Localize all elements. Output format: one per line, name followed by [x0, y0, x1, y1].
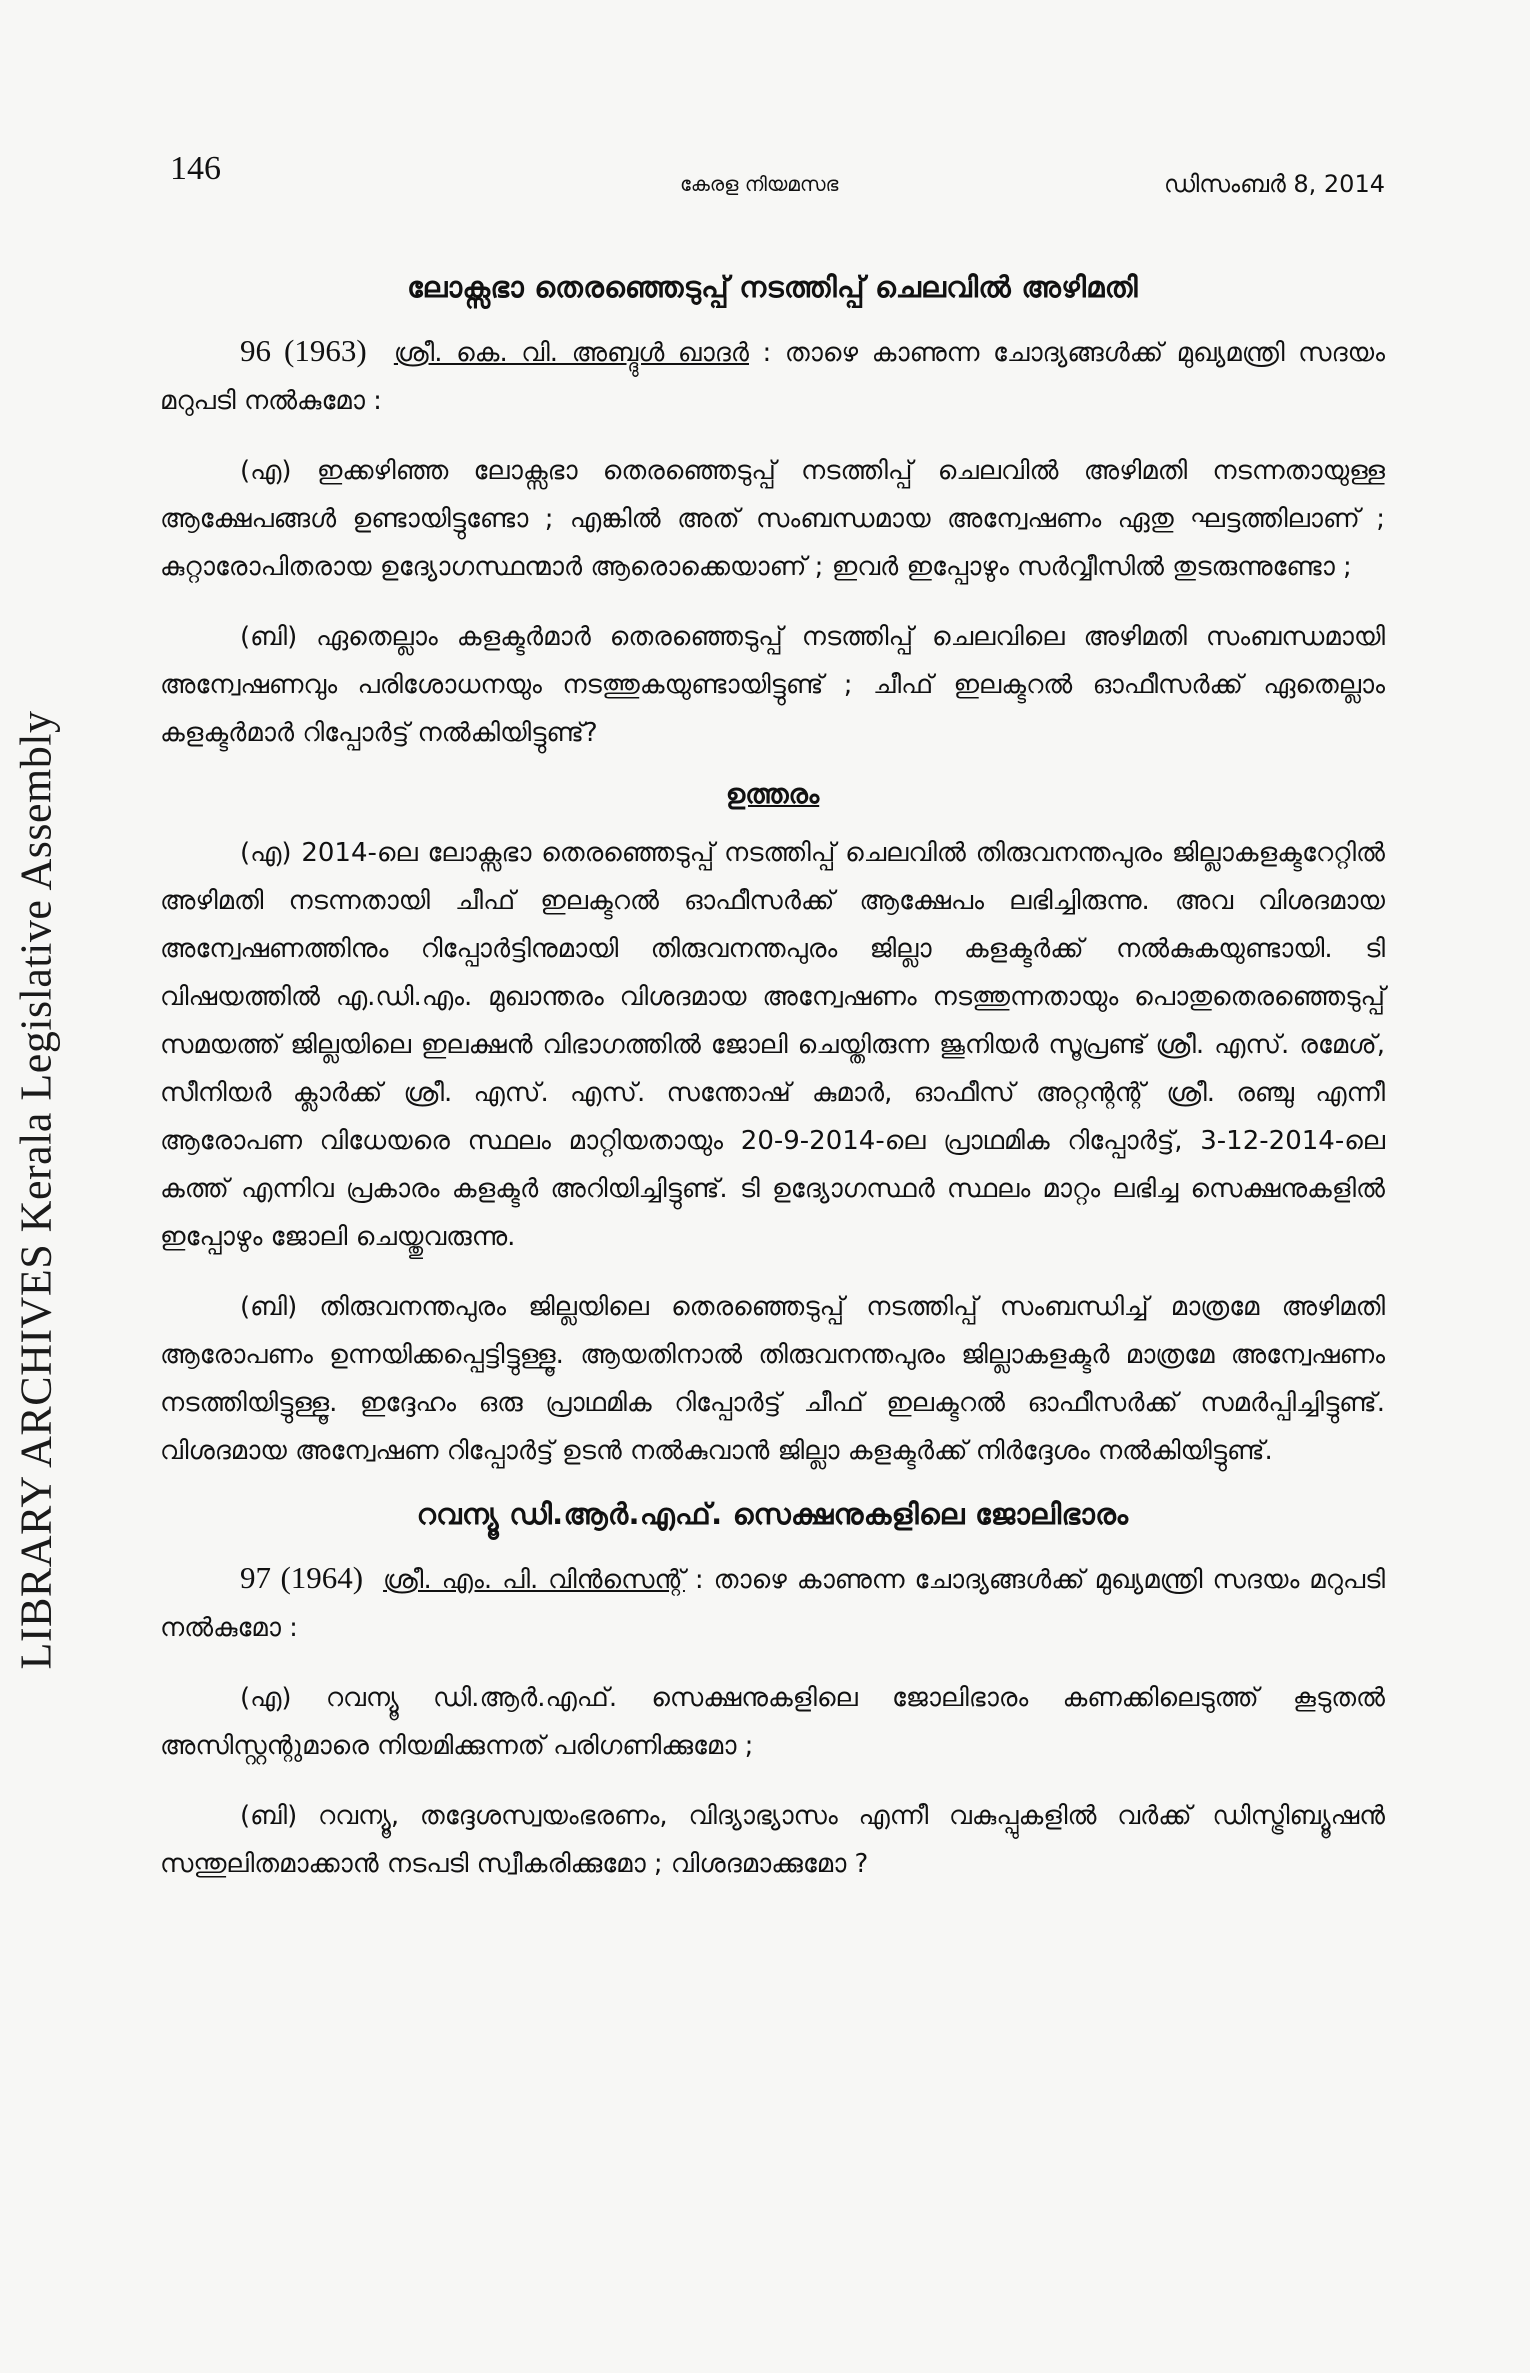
page-number: 146: [170, 150, 221, 187]
answer-heading: ഉത്തരം: [725, 779, 820, 810]
question-97: [160, 1497, 1385, 1888]
library-archives-stamp: [6, 640, 66, 1740]
question-title: ലോക്സഭാ തെരഞ്ഞെടുപ്പ് നടത്തിപ്പ് ചെലവിൽ അഴിമതി: [407, 270, 1138, 304]
member-name: ശ്രീ. കെ. വി. അബ്ദുൾ ഖാദർ: [393, 338, 749, 368]
intro-text: : താഴെ കാണുന്ന ചോദ്യങ്ങൾക്ക് മുഖ്യമന്ത്രി സദയം മറുപടി നൽകുമോ :: [160, 1565, 1385, 1643]
question-part-a: (എ) ഇക്കഴിഞ്ഞ ലോക്സഭാ തെരഞ്ഞെടുപ്പ് നടത്തിപ്പ് ചെലവിൽ അഴിമതി നടന്നതായുള്ള ആക്ഷേപങ്ങൾ ഉണ്ടായിട്ടുണ്ടോ ; എങ്കിൽ അത് സംബന്ധമായ അന്വേഷണം ഏതു ഘട്ടത്തിലാണ് ; കുറ്റാരോപിതരായ ഉദ്യോഗസ്ഥന്മാർ ആരൊക്കെയാണ് ; ഇവർ ഇപ്പോഴും സർവ്വീസിൽ തുടരുന്നുണ്ടോ ;: [160, 456, 1385, 582]
page-header: [170, 150, 1385, 210]
question-number: 97 (1964): [240, 1560, 364, 1595]
session-date: ഡിസംബർ 8, 2014: [1164, 170, 1385, 198]
question-96: [160, 270, 1385, 1475]
question-intro: [160, 327, 1385, 425]
question-intro: [160, 1554, 1385, 1652]
question-number: 96 (1963): [240, 333, 367, 368]
answer-part-b: (ബി) തിരുവനന്തപുരം ജില്ലയിലെ തെരഞ്ഞെടുപ്പ് നടത്തിപ്പ് സംബന്ധിച്ച് മാത്രമേ അഴിമതി ആരോപണം ഉന്നയിക്കപ്പെട്ടിട്ടുള്ളൂ. ആയതിനാൽ തിരുവനന്തപുരം ജില്ലാകളക്ടർ മാത്രമേ അന്വേഷണം നടത്തിയിട്ടുള്ളൂ. ഇദ്ദേഹം ഒരു പ്രാഥമിക റിപ്പോർട്ട് ചീഫ് ഇലക്ടറൽ ഓഫീസർക്ക് സമർപ്പിച്ചിട്ടുണ്ട്. വിശദമായ അന്വേഷണ റിപ്പോർട്ട് ഉടൻ നൽകുവാൻ ജില്ലാ കളക്ടർക്ക് നിർദ്ദേശം നൽകിയിട്ടുണ്ട്.: [160, 1292, 1385, 1466]
page-content: [160, 270, 1385, 1910]
question-part-a: (എ) റവന്യൂ ഡി.ആർ.എഫ്. സെക്ഷനുകളിലെ ജോലിഭാരം കണക്കിലെടുത്ത് കൂടുതൽ അസിസ്റ്റന്റുമാരെ നിയമിക്കുന്നത് പരിഗണിക്കുമോ ;: [160, 1683, 1385, 1761]
assembly-name: കേരള നിയമസഭ: [680, 172, 839, 196]
question-part-b: (ബി) ഏതെല്ലാം കളക്ടർമാർ തെരഞ്ഞെടുപ്പ് നടത്തിപ്പ് ചെലവിലെ അഴിമതി സംബന്ധമായി അന്വേഷണവും പരിശോധനയും നടത്തുകയുണ്ടായിട്ടുണ്ട് ; ചീഫ് ഇലക്ടറൽ ഓഫീസർക്ക് ഏതെല്ലാം കളക്ടർമാർ റിപ്പോർട്ട് നൽകിയിട്ടുണ്ട്?: [160, 622, 1385, 748]
member-name: ശ്രീ. എം. പി. വിൻസെന്റ്: [383, 1565, 685, 1595]
question-title: റവന്യൂ ഡി.ആർ.എഫ്. സെക്ഷനുകളിലെ ജോലിഭാരം: [416, 1497, 1129, 1531]
answer-part-a: (എ) 2014-ലെ ലോക്സഭാ തെരഞ്ഞെടുപ്പ് നടത്തിപ്പ് ചെലവിൽ തിരുവനന്തപുരം ജില്ലാകളക്ടറേറ്റിൽ അഴിമതി നടന്നതായി ചീഫ് ഇലക്ടറൽ ഓഫീസർക്ക് ആക്ഷേപം ലഭിച്ചിരുന്നു. അവ വിശദമായ അന്വേഷണത്തിനും റിപ്പോർട്ടിനുമായി തിരുവനന്തപുരം ജില്ലാ കളക്ടർക്ക് നൽകുകയുണ്ടായി. ടി വിഷയത്തിൽ എ.ഡി.എം. മുഖാന്തരം വിശദമായ അന്വേഷണം നടത്തുന്നതായും പൊതുതെരഞ്ഞെടുപ്പ് സമയത്ത് ജില്ലയിലെ ഇലക്ഷൻ വിഭാഗത്തിൽ ജോലി ചെയ്തിരുന്ന ജൂനിയർ സൂപ്രണ്ട് ശ്രീ. എസ്. രമേശ്, സീനിയർ ക്ലാർക്ക് ശ്രീ. എസ്. എസ്. സന്തോഷ് കുമാർ, ഓഫീസ് അറ്റന്റന്റ് ശ്രീ. രഞ്ചു എന്നീ ആരോപണ വിധേയരെ സ്ഥലം മാറ്റിയതായും 20-9-2014-ലെ പ്രാഥമിക റിപ്പോർട്ട്, 3-12-2014-ലെ കത്ത് എന്നിവ പ്രകാരം കളക്ടർ അറിയിച്ചിട്ടുണ്ട്. ടി ഉദ്യോഗസ്ഥർ സ്ഥലം മാറ്റം ലഭിച്ച സെക്ഷനുകളിൽ ഇപ്പോഴും ജോലി ചെയ്തുവരുന്നു.: [160, 838, 1385, 1252]
stamp-text: LIBRARY ARCHIVES Kerala Legislative Assembly: [11, 710, 61, 1670]
question-part-b: (ബി) റവന്യൂ, തദ്ദേശസ്വയംഭരണം, വിദ്യാഭ്യാസം എന്നീ വകുപ്പുകളിൽ വർക്ക് ഡിസ്ട്രിബ്യൂഷൻ സന്തുലിതമാക്കാൻ നടപടി സ്വീകരിക്കുമോ ; വിശദമാക്കുമോ ?: [160, 1801, 1385, 1879]
intro-text: : താഴെ കാണുന്ന ചോദ്യങ്ങൾക്ക് മുഖ്യമന്ത്രി സദയം മറുപടി നൽകുമോ :: [160, 338, 1386, 416]
